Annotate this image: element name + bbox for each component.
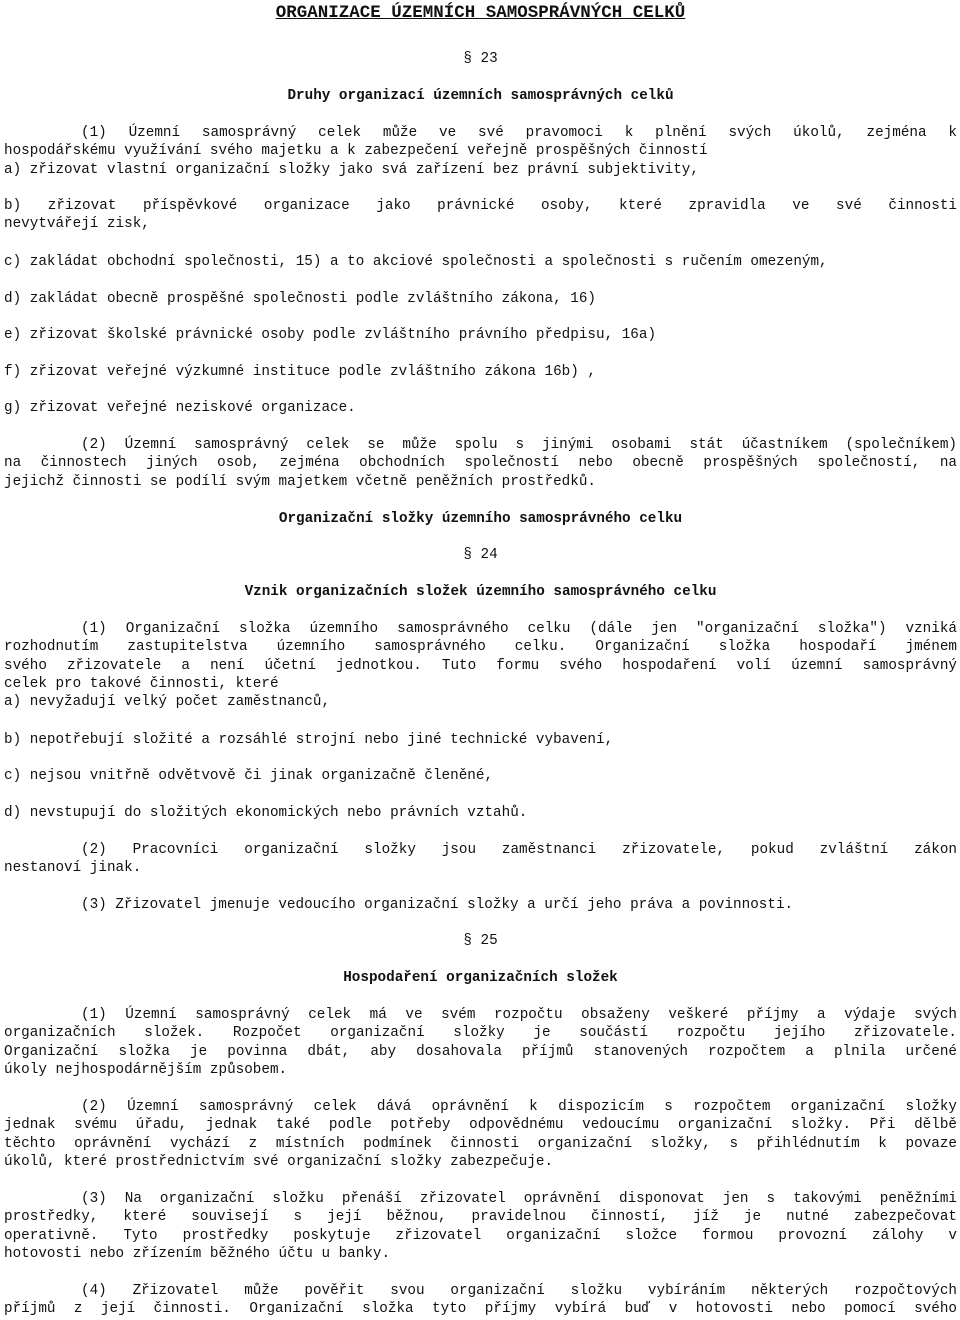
text-line: operativně. Tyto prostředky poskytuje zřizovatel organizační složce formou provozní zálohy v	[4, 1227, 957, 1244]
list-item-a: a) nevyžadují velký počet zaměstnanců,	[4, 694, 331, 711]
text-line: (1) Územní samosprávný celek má ve svém rozpočtu obsaženy veškeré příjmy a výdaje svých	[81, 1007, 957, 1023]
text-line: (1) Organizační složka územního samosprávného celku (dále jen "organizační složka") vzniká	[81, 621, 957, 637]
section-25-paragraph-4	[4, 1282, 957, 1319]
section-23-paragraph-2	[4, 436, 957, 491]
text-line: (3) Na organizační složku přenáší zřizovatel oprávnění disponovat jen s takovými peněžními	[81, 1191, 957, 1207]
text-line: na činnostech jiných osob, zejména obchodních společností nebo obecně prospěšných společností, na	[4, 455, 957, 472]
text-line: hotovosti nebo zřízením běžného účtu u banky.	[4, 1245, 391, 1262]
text-line: (4) Zřizovatel může pověřit svou organizační složku vybíráním některých rozpočtových	[81, 1283, 957, 1299]
text-line: nevytvářejí zisk,	[4, 216, 150, 233]
text-line: (2) Územní samosprávný celek dává oprávnění k dispozicím s rozpočtem organizační složky	[81, 1099, 957, 1115]
text-line: rozhodnutím zastupitelstva územního samosprávného celku. Organizační složka hospodaří jménem	[4, 639, 957, 656]
section-25-paragraph-2	[4, 1098, 957, 1171]
section-25-heading: Hospodaření organizačních složek	[343, 970, 618, 986]
section-24-paragraph-2	[4, 841, 957, 878]
list-item-b	[4, 197, 957, 234]
text-line: (1) Územní samosprávný celek může ve své pravomoci k plnění svých úkolů, zejména k	[81, 125, 957, 141]
list-item-d: d) nevstupují do složitých ekonomických nebo právních vztahů.	[4, 805, 528, 821]
text-line: celek pro takové činnosti, které	[4, 675, 279, 692]
text-line: nestanoví jinak.	[4, 860, 142, 877]
text-line: prostředky, které souvisejí s její běžnou, pravidelnou činností, jíž je nutné zabezpečovat	[4, 1209, 957, 1226]
text-line: úkolů, které prostřednictvím své organizační složky zabezpečuje.	[4, 1153, 554, 1170]
section-24-paragraph-3: (3) Zřizovatel jmenuje vedoucího organizační složky a určí jeho práva a povinnosti.	[81, 897, 794, 913]
text-line: (2) Pracovníci organizační složky jsou zaměstnanci zřizovatele, pokud zvláštní zákon	[81, 842, 957, 858]
list-item-f: f) zřizovat veřejné výzkumné instituce podle zvláštního zákona 16b) ,	[4, 364, 596, 380]
text-line: hospodářskému využívání svého majetku a k zabezpečení veřejně prospěšných činností	[4, 143, 708, 160]
section-23-heading: Druhy organizací územních samosprávných celků	[287, 88, 674, 104]
text-line: organizačních složek. Rozpočet organizační složky je součástí rozpočtu jejího zřizovatele.	[4, 1025, 957, 1042]
section-25-paragraph-3	[4, 1190, 957, 1263]
section-25-number: § 25	[463, 933, 498, 949]
text-line: těchto oprávnění vychází z místních podmínek činnosti organizační složky, s přihlédnutím k povaze	[4, 1135, 957, 1152]
list-item-a: a) zřizovat vlastní organizační složky jako svá zařízení bez právní subjektivity,	[4, 161, 699, 178]
section-24-paragraph-1	[4, 620, 957, 711]
list-item-b: b) nepotřebují složité a rozsáhlé strojní nebo jiné technické vybavení,	[4, 732, 614, 748]
text-line: příjmů z její činnosti. Organizační složka tyto příjmy vybírá buď v hotovosti nebo pomocí svého	[4, 1301, 957, 1318]
section-24-heading: Vznik organizačních složek územního samosprávného celku	[244, 584, 717, 600]
document-title: ORGANIZACE ÚZEMNÍCH SAMOSPRÁVNÝCH CELKŮ	[275, 3, 686, 23]
text-line: úkoly nejhospodárnějším způsobem.	[4, 1061, 288, 1078]
text-line: jednak svému úřadu, jednak také podle potřeby odpovědnému vedoucímu organizační složky. Při dělbě	[4, 1117, 957, 1134]
section-23-paragraph-1	[4, 124, 957, 179]
list-item-d: d) zakládat obecně prospěšné společnosti podle zvláštního zákona, 16)	[4, 291, 596, 307]
list-item-c: c) zakládat obchodní společnosti, 15) a to akciové společnosti a společnosti s ručením omezeným,	[4, 254, 828, 270]
section-25-paragraph-1	[4, 1006, 957, 1079]
list-item-g: g) zřizovat veřejné neziskové organizace.	[4, 400, 356, 416]
text-line: svého zřizovatele a není účetní jednotkou. Tuto formu svého hospodaření volí územní samosprávný	[4, 657, 957, 674]
list-item-c: c) nejsou vnitřně odvětvově či jinak organizačně členěné,	[4, 768, 494, 784]
text-line: b) zřizovat příspěvkové organizace jako právnické osoby, které zpravidla ve své činnosti	[4, 198, 957, 214]
list-item-e: e) zřizovat školské právnické osoby podle zvláštního právního předpisu, 16a)	[4, 327, 657, 343]
section-23-number: § 23	[463, 51, 498, 67]
text-line: (2) Územní samosprávný celek se může spolu s jinými osobami stát účastníkem (společníkem)	[81, 437, 957, 453]
section-24-number: § 24	[463, 547, 498, 563]
part-heading: Organizační složky územního samosprávného celku	[278, 511, 683, 527]
text-line: jejichž činnosti se podílí svým majetkem včetně peněžních prostředků.	[4, 473, 596, 490]
text-line: Organizační složka je povinna dbát, aby dosahovala příjmů stanovených rozpočtem a plnila určené	[4, 1043, 957, 1060]
